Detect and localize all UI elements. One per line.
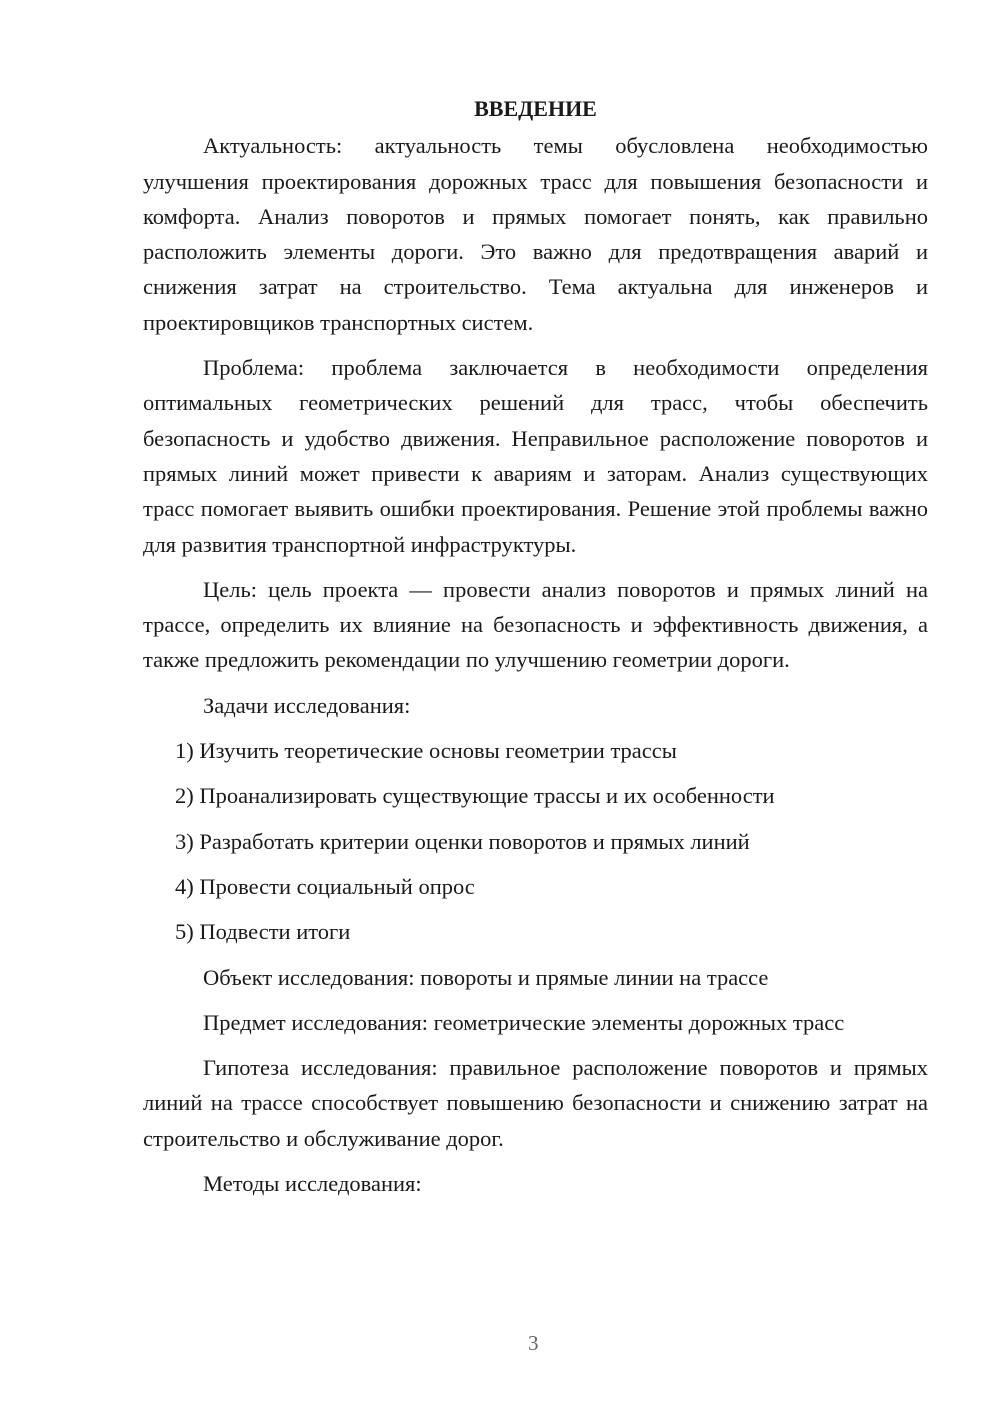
tasks-heading: Задачи исследования:	[203, 692, 411, 718]
task-item: 4) Провести социальный опрос	[175, 873, 475, 899]
methods-heading: Методы исследования:	[203, 1171, 422, 1197]
task-item: 5) Подвести итоги	[175, 919, 351, 945]
page-content	[143, 91, 928, 1211]
object-paragraph: Объект исследования: повороты и прямые линии на трассе	[203, 964, 769, 990]
task-item: 2) Проанализировать существующие трассы и их особенности	[175, 783, 775, 809]
goal-paragraph: Цель: цель проекта — провести анализ поворотов и прямых линий на трассе, определить их влияние на безопасность и эффективность движения, а также предложить рекомендации по улучшению геометрии дороги.	[143, 576, 928, 673]
hypothesis-paragraph: Гипотеза исследования: правильное расположение поворотов и прямых линий на трассе способствует повышению безопасности и снижению затрат на строительство и обслуживание дорог.	[143, 1055, 928, 1151]
subject-paragraph: Предмет исследования: геометрические элементы дорожных трасс	[203, 1009, 845, 1035]
relevance-paragraph: Актуальность: актуальность темы обусловлена необходимостью улучшения проектирования дорожных трасс для повышения безопасности и комфорта. Анализ поворотов и прямых помогает понять, как правильно расположить элементы дороги. Это важно для предотвращения аварий и снижения затрат на строительство. Тема актуальна для инженеров и проектировщиков транспортных систем.	[143, 133, 928, 335]
page-number: 3	[528, 1331, 539, 1355]
tasks-list	[143, 733, 928, 949]
task-item: 3) Разработать критерии оценки поворотов и прямых линий	[175, 828, 750, 854]
page-title: ВВЕДЕНИЕ	[474, 96, 597, 121]
problem-paragraph: Проблема: проблема заключается в необходимости определения оптимальных геометрических решений для трасс, чтобы обеспечить безопасность и удобство движения. Неправильное расположение поворотов и прямых линий может привести к авариям и заторам. Анализ существующих трасс помогает выявить ошибки проектирования. Решение этой проблемы важно для развития транспортной инфраструктуры.	[143, 355, 928, 557]
task-item: 1) Изучить теоретические основы геометрии трассы	[175, 738, 677, 764]
